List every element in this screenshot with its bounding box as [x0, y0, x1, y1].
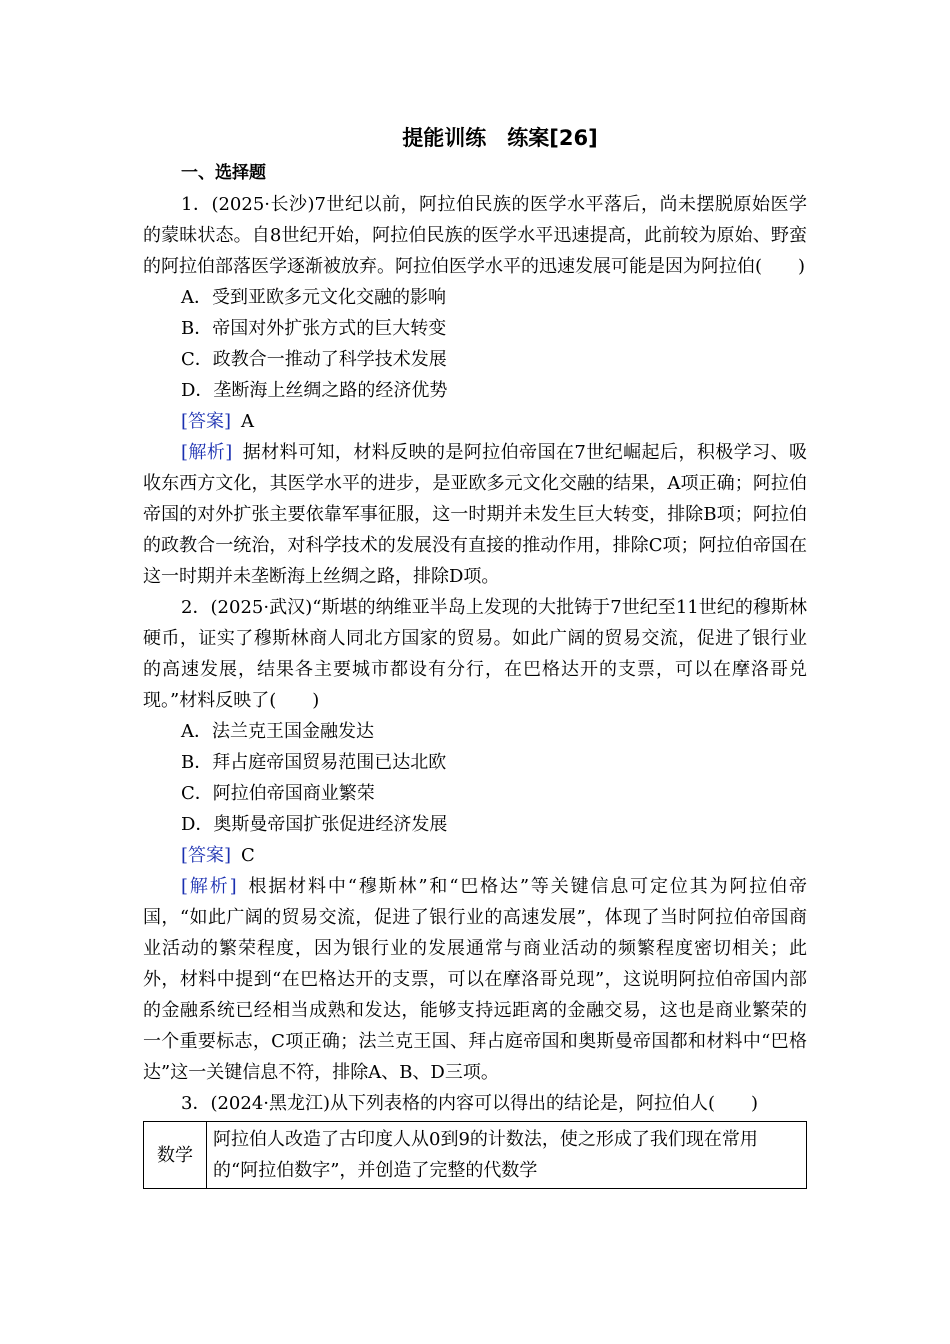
question-stem: 1．(2025·长沙)7世纪以前，阿拉伯民族的医学水平落后，尚未摆脱原始医学的蒙昧状态。自8世纪开始，阿拉伯民族的医学水平迅速提高，此前较为原始、野蛮的阿拉伯部落医学逐渐被放弃。阿拉伯医学水平的迅速发展可能是因为阿拉伯( ) — [143, 194, 807, 277]
answer-value: A — [241, 411, 255, 432]
question-stem: 2．(2025·武汉)“斯堪的纳维亚半岛上发现的大批铸于7世纪至11世纪的穆斯林硬币，证实了穆斯林商人同北方国家的贸易。如此广阔的贸易交流，促进了银行业的高速发展，结果各主要城市都设有分行，在巴格达开的支票，可以在摩洛哥兑现。”材料反映了( ) — [143, 597, 807, 711]
analysis-label: [解析] — [181, 442, 233, 463]
answer-value: C — [241, 845, 255, 866]
analysis-paragraph — [143, 437, 807, 592]
question-stem: 3．(2024·黑龙江)从下列表格的内容可以得出的结论是，阿拉伯人( ) — [181, 1093, 759, 1114]
table-row — [144, 1122, 807, 1189]
document-page — [143, 120, 807, 1189]
option-c: C．政教合一推动了科学技术发展 — [181, 349, 447, 370]
info-table — [143, 1121, 807, 1189]
option-d: D．垄断海上丝绸之路的经济优势 — [181, 380, 448, 401]
analysis-label: [解析] — [181, 876, 237, 897]
question-3 — [143, 1088, 807, 1189]
question-1 — [143, 189, 807, 592]
analysis-paragraph — [143, 871, 807, 1088]
section-heading: 一、选择题 — [181, 163, 266, 183]
option-b: B．拜占庭帝国贸易范围已达北欧 — [181, 752, 447, 773]
table-row-content: 阿拉伯人改造了古印度人从0到9的计数法，使之形成了我们现在常用的“阿拉伯数字”，并创造了完整的代数学 — [207, 1122, 807, 1189]
option-c: C．阿拉伯帝国商业繁荣 — [181, 783, 375, 804]
analysis-text: 根据材料中“穆斯林”和“巴格达”等关键信息可定位其为阿拉伯帝国，“如此广阔的贸易交流，促进了银行业的高速发展”，体现了当时阿拉伯帝国商业活动的繁荣程度，因为银行业的发展通常与商业活动的频繁程度密切相关；此外，材料中提到“在巴格达开的支票，可以在摩洛哥兑现”，这说明阿拉伯帝国内部的金融系统已经相当成熟和发达，能够支持远距离的金融交易，这也是商业繁荣的一个重要标志，C项正确；法兰克王国、拜占庭帝国和奥斯曼帝国都和材料中“巴格达”这一关键信息不符，排除A、B、D三项。 — [143, 876, 807, 1083]
answer-line — [143, 406, 807, 437]
answer-label: [答案] — [181, 845, 232, 866]
page-title: 提能训练 练案[26] — [402, 126, 598, 150]
answer-label: [答案] — [181, 411, 232, 432]
table-row-head: 数学 — [144, 1122, 207, 1189]
option-d: D．奥斯曼帝国扩张促进经济发展 — [181, 814, 448, 835]
option-a: A．受到亚欧多元文化交融的影响 — [181, 287, 446, 308]
answer-line — [143, 840, 807, 871]
option-b: B．帝国对外扩张方式的巨大转变 — [181, 318, 447, 339]
option-a: A．法兰克王国金融发达 — [181, 721, 374, 742]
analysis-text: 据材料可知，材料反映的是阿拉伯帝国在7世纪崛起后，积极学习、吸收东西方文化，其医学水平的进步，是亚欧多元文化交融的结果，A项正确；阿拉伯帝国的对外扩张主要依靠军事征服，这一时期并未发生巨大转变，排除B项；阿拉伯的政教合一统治，对科学技术的发展没有直接的推动作用，排除C项；阿拉伯帝国在这一时期并未垄断海上丝绸之路，排除D项。 — [143, 442, 807, 587]
question-2 — [143, 592, 807, 1088]
